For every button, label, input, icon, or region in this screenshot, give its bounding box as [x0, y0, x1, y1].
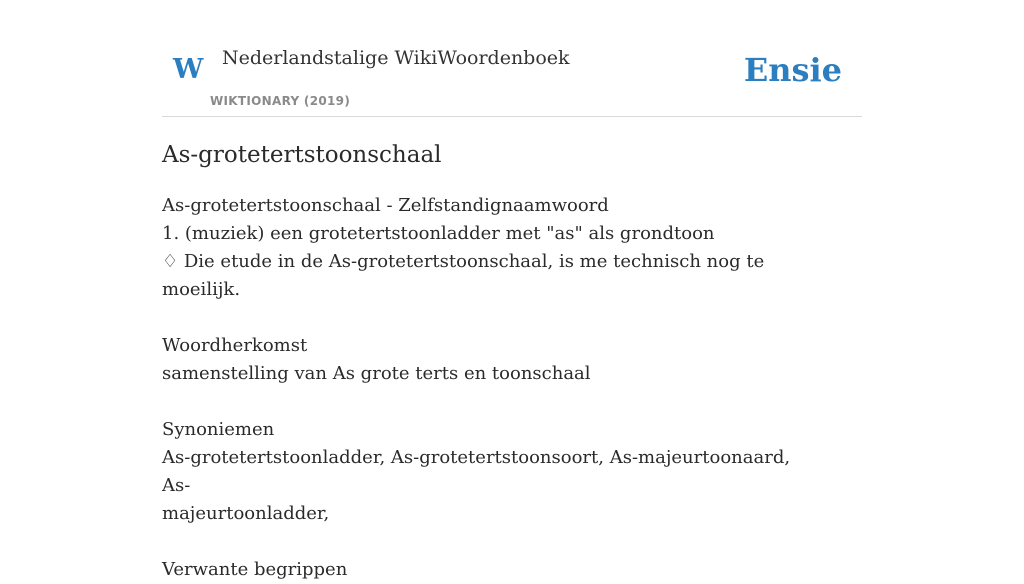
- wiktionary-logo-icon[interactable]: W: [173, 54, 204, 85]
- source-title[interactable]: Nederlandstalige WikiWoordenboek: [222, 47, 570, 69]
- entry-content: [162, 192, 802, 584]
- etymology-text: samenstelling van As grote terts en toonschaal: [162, 363, 591, 384]
- page-title: As-grotetertstoonschaal: [162, 142, 442, 168]
- definition-heading: As-grotetertstoonschaal - Zelfstandignaamwoord: [162, 195, 609, 216]
- definition-example: ♢ Die etude in de As-grotetertstoonschaal, is me technisch nog te moeilijk.: [162, 251, 765, 300]
- definition-sense: 1. (muziek) een grotetertstoonladder met "as" als grondtoon: [162, 223, 715, 244]
- ensie-brand-link[interactable]: Ensie: [743, 51, 842, 89]
- spacer: [162, 528, 802, 556]
- synonyms-list-line: majeurtoonladder,: [162, 503, 330, 524]
- synonyms-list-line: As-grotetertstoonladder, As-grotetertstoonsoort, As-majeurtoonaard, As-: [162, 447, 791, 496]
- source-header: [162, 0, 862, 117]
- source-tag: WIKTIONARY (2019): [210, 94, 351, 108]
- related-heading: Verwante begrippen: [162, 559, 348, 580]
- spacer: [162, 304, 802, 332]
- spacer: [162, 388, 802, 416]
- synonyms-heading: Synoniemen: [162, 419, 275, 440]
- etymology-heading: Woordherkomst: [162, 335, 308, 356]
